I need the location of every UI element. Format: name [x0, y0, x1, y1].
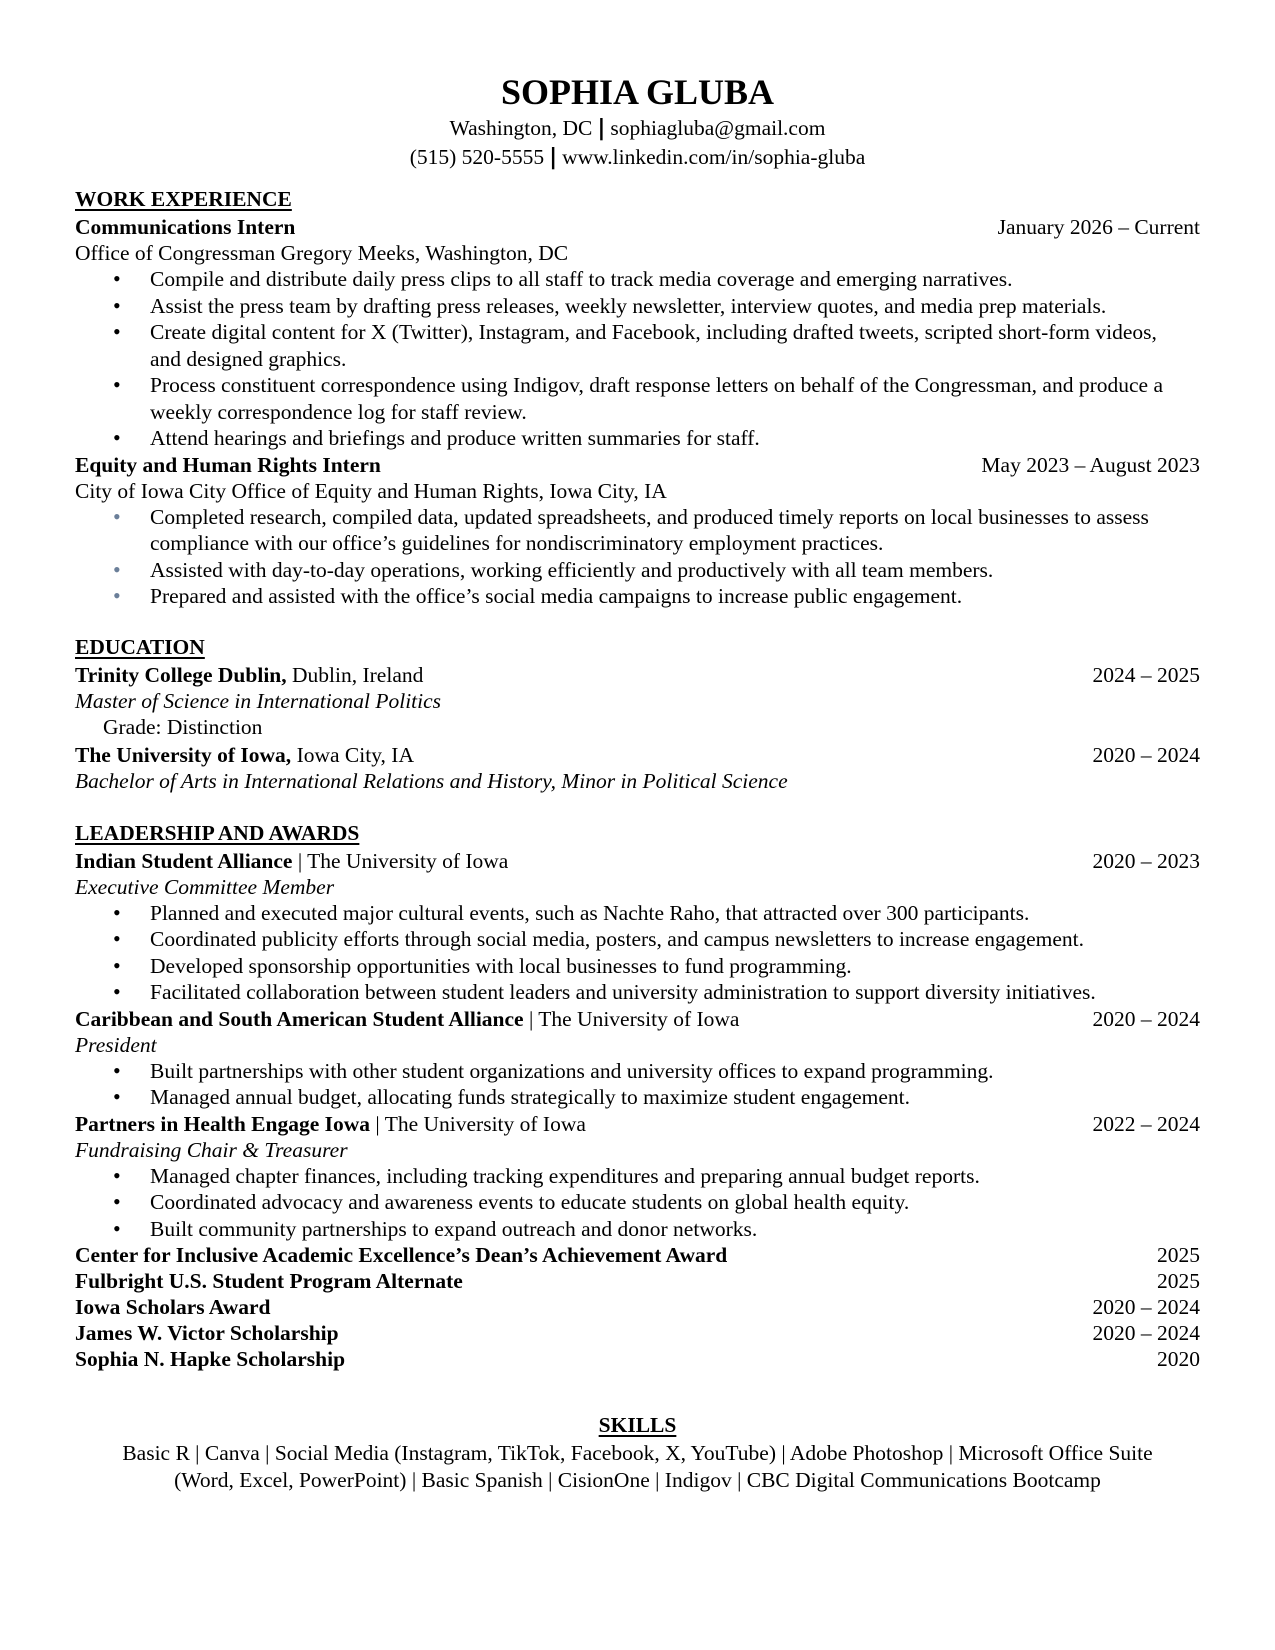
award-name: Fulbright U.S. Student Program Alternate	[75, 1269, 463, 1293]
org-name: Caribbean and South American Student Alliance	[75, 1006, 524, 1031]
org-dates: 2020 – 2024	[1092, 1006, 1200, 1031]
org-header	[75, 1111, 1200, 1137]
degree: Master of Science in International Politics	[75, 688, 442, 713]
bullet-item: • Prepared and assisted with the office’s social media campaigns to increase public engagement.	[75, 583, 1200, 610]
award-year: 2020 – 2024	[1092, 1321, 1200, 1345]
bullet-item: • Coordinated publicity efforts through social media, posters, and campus newsletters to increase engagement.	[75, 926, 1200, 953]
bullet-item: • Facilitated collaboration between student leaders and university administration to support diversity initiatives.	[75, 979, 1200, 1006]
award-row	[75, 1242, 1200, 1268]
org-bullets	[75, 1163, 1200, 1243]
skills-line-2: (Word, Excel, PowerPoint) | Basic Spanish | CisionOne | Indigov | CBC Digital Communications Bootcamp	[174, 1467, 1101, 1492]
candidate-name: SOPHIA GLUBA	[500, 72, 775, 112]
org-name: Indian Student Alliance	[75, 848, 293, 873]
work-experience-heading: WORK EXPERIENCE	[75, 187, 292, 211]
education-heading: EDUCATION	[75, 634, 205, 659]
skills-line-1: Basic R | Canva | Social Media (Instagram, TikTok, Facebook, X, YouTube) | Adobe Photoshop | Microsoft Office Suite	[122, 1441, 1153, 1465]
school-dates: 2024 – 2025	[1092, 662, 1200, 687]
job-organization: Office of Congressman Gregory Meeks, Washington, DC	[75, 241, 569, 265]
email-link[interactable]: sophiagluba@gmail.com	[610, 116, 826, 140]
org-header	[75, 848, 1200, 874]
award-row	[75, 1294, 1200, 1320]
bullet-item: • Managed annual budget, allocating funds strategically to maximize student engagement.	[75, 1084, 1200, 1111]
school-dates: 2020 – 2024	[1092, 742, 1200, 767]
job-dates: January 2026 – Current	[997, 215, 1200, 239]
school-name: Trinity College Dublin,	[75, 662, 287, 687]
job-bullets	[75, 266, 1200, 452]
bullet-item: • Completed research, compiled data, updated spreadsheets, and produced timely reports on local businesses to assess compliance with our office’s guidelines for nondiscriminatory employment practices.	[75, 504, 1200, 557]
leadership-awards-heading: LEADERSHIP AND AWARDS	[75, 820, 360, 845]
bullet-item: • Planned and executed major cultural events, such as Nachte Raho, that attracted over 300 participants.	[75, 900, 1200, 927]
bullet-item: • Assisted with day-to-day operations, working efficiently and productively with all team members.	[75, 557, 1200, 584]
degree: Bachelor of Arts in International Relations and History, Minor in Political Science	[75, 768, 788, 793]
job-title: Equity and Human Rights Intern	[75, 452, 381, 477]
bullet-item: • Assist the press team by drafting press releases, weekly newsletter, interview quotes, and media prep materials.	[75, 293, 1200, 320]
org-bullets	[75, 1058, 1200, 1111]
school-location: Dublin, Ireland	[286, 662, 424, 687]
bullet-item: • Process constituent correspondence using Indigov, draft response letters on behalf of the Congressman, and produce a weekly correspondence log for staff review.	[75, 372, 1200, 425]
award-name: Iowa Scholars Award	[75, 1295, 271, 1319]
award-name: James W. Victor Scholarship	[75, 1321, 339, 1345]
award-year: 2025	[1157, 1243, 1200, 1267]
award-row	[75, 1346, 1200, 1372]
bullet-item: • Create digital content for X (Twitter), Instagram, and Facebook, including drafted tweets, scripted short-form videos, and designed graphics.	[75, 319, 1200, 372]
job-dates: May 2023 – August 2023	[981, 452, 1200, 477]
bullet-item: • Developed sponsorship opportunities with local businesses to fund programming.	[75, 953, 1200, 980]
phone: (515) 520-5555	[409, 145, 545, 169]
bullet-item: • Managed chapter finances, including tracking expenditures and preparing annual budget reports.	[75, 1163, 1200, 1190]
award-name: Center for Inclusive Academic Excellence’s Dean’s Achievement Award	[75, 1243, 728, 1267]
resume-page	[75, 70, 1200, 1493]
school-header	[75, 662, 1200, 688]
grade-note: Grade: Distinction	[103, 714, 263, 739]
award-row	[75, 1268, 1200, 1294]
separator: |	[597, 116, 606, 141]
location: Washington, DC	[449, 116, 593, 140]
bullet-item: • Coordinated advocacy and awareness events to educate students on global health equity.	[75, 1189, 1200, 1216]
school-location: Iowa City, IA	[291, 742, 414, 767]
org-affiliation: | The University of Iowa	[523, 1006, 740, 1031]
bullet-item: • Attend hearings and briefings and produce written summaries for staff.	[75, 425, 1200, 452]
bullet-item: • Built partnerships with other student organizations and university offices to expand programming.	[75, 1058, 1200, 1085]
school-header	[75, 742, 1200, 768]
award-row	[75, 1320, 1200, 1346]
school-name: The University of Iowa,	[75, 742, 292, 767]
contact-line-2	[75, 143, 1200, 172]
org-header	[75, 1006, 1200, 1032]
award-year: 2020 – 2024	[1092, 1295, 1200, 1319]
job-title: Communications Intern	[75, 215, 296, 239]
org-role: President	[75, 1032, 157, 1057]
org-name: Partners in Health Engage Iowa	[75, 1111, 371, 1136]
org-affiliation: | The University of Iowa	[370, 1111, 586, 1136]
award-year: 2020	[1157, 1347, 1200, 1371]
org-bullets	[75, 900, 1200, 1006]
bullet-item: • Built community partnerships to expand outreach and donor networks.	[75, 1216, 1200, 1243]
org-role: Executive Committee Member	[75, 874, 335, 899]
job-bullets	[75, 504, 1200, 610]
award-year: 2025	[1157, 1269, 1200, 1293]
org-dates: 2020 – 2023	[1092, 848, 1200, 873]
org-affiliation: | The University of Iowa	[292, 848, 509, 873]
contact-line-1	[75, 114, 1200, 143]
award-name: Sophia N. Hapke Scholarship	[75, 1347, 346, 1371]
separator: |	[549, 145, 558, 170]
org-dates: 2022 – 2024	[1092, 1111, 1200, 1136]
org-role: Fundraising Chair & Treasurer	[75, 1137, 348, 1162]
job-header	[75, 214, 1200, 240]
bullet-item: • Compile and distribute daily press clips to all staff to track media coverage and emerging narratives.	[75, 266, 1200, 293]
job-organization: City of Iowa City Office of Equity and Human Rights, Iowa City, IA	[75, 478, 667, 503]
skills-heading: SKILLS	[598, 1413, 677, 1437]
linkedin-link[interactable]: www.linkedin.com/in/sophia-gluba	[562, 145, 866, 169]
job-header	[75, 452, 1200, 478]
